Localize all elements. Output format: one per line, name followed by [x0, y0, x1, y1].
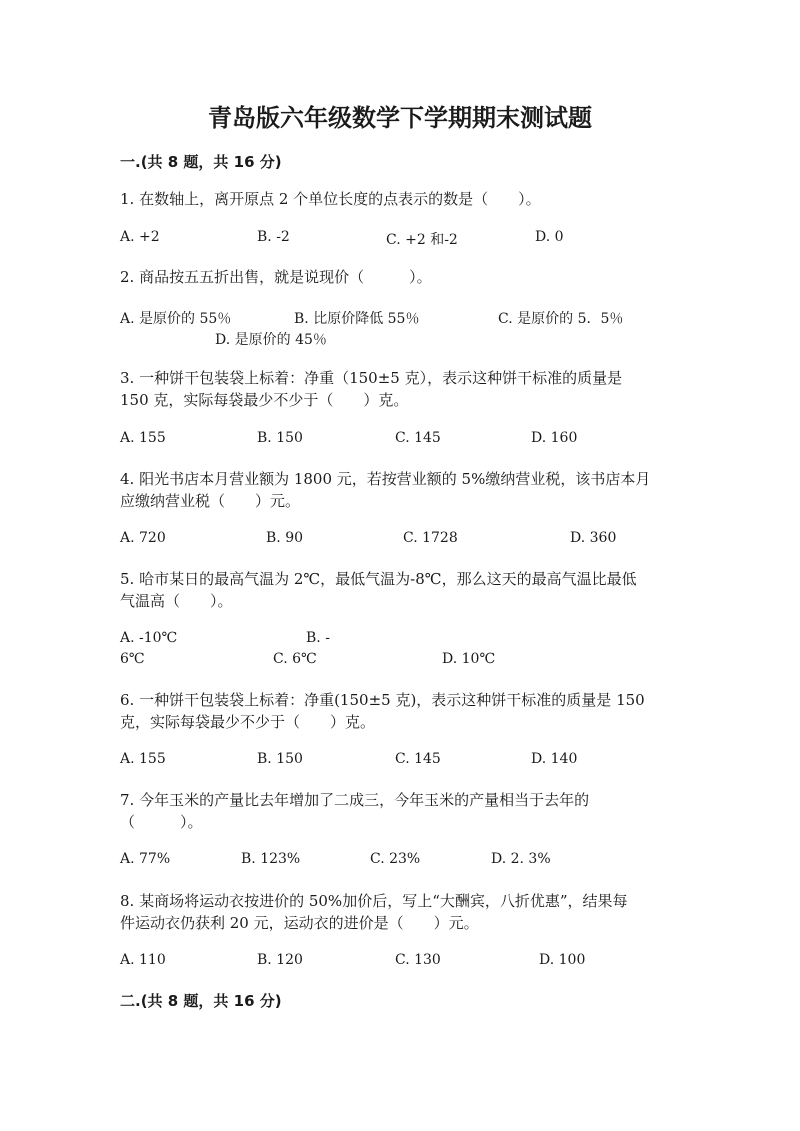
- option-d: D. 是原价的 45％: [215, 332, 327, 348]
- option-b-continued: 6℃: [120, 651, 145, 667]
- option-c: C. 23%: [370, 851, 421, 867]
- option-b: B. -: [306, 630, 330, 646]
- option-b: B. 90: [266, 530, 304, 546]
- option-a: A. 110: [120, 952, 166, 968]
- question-6: [120, 689, 680, 733]
- section-heading-1: 一.(共 8 题，共 16 分): [120, 153, 282, 171]
- question-text-line: 150 克，实际每袋最少不少于（ ）克。: [120, 391, 409, 409]
- option-d: D. 10℃: [442, 651, 496, 667]
- question-text-line: 1. 在数轴上，离开原点 2 个单位长度的点表示的数是（ ）。: [120, 190, 541, 208]
- option-a: A. -10℃: [120, 630, 178, 646]
- question-7: [120, 789, 680, 833]
- option-b: B. -2: [257, 229, 290, 245]
- option-d: D. 160: [531, 430, 578, 446]
- option-c: C. 6℃: [273, 651, 317, 667]
- question-text-line: 7. 今年玉米的产量比去年增加了二成三，今年玉米的产量相当于去年的: [120, 791, 590, 809]
- question-text-line: 8. 某商场将运动衣按进价的 50%加价后，写上“大酬宾，八折优惠”，结果每: [120, 892, 628, 910]
- question-text-line: 应缴纳营业税（ ）元。: [120, 492, 301, 510]
- question-text-line: 4. 阳光书店本月营业额为 1800 元，若按营业额的 5%缴纳营业税，该书店本月: [120, 470, 651, 488]
- option-c: C. 1728: [403, 530, 458, 546]
- question-4: [120, 468, 680, 512]
- option-d: D. 140: [531, 751, 578, 767]
- page-title: 青岛版六年级数学下学期期末测试题: [208, 104, 592, 132]
- option-a: A. 是原价的 55％: [120, 311, 232, 327]
- question-text-line: 2. 商品按五五折出售，就是说现价（ ）。: [120, 268, 432, 286]
- option-d: D. 100: [539, 952, 586, 968]
- option-b: B. 123%: [241, 851, 301, 867]
- option-a: A. 155: [120, 430, 166, 446]
- question-3: [120, 367, 680, 411]
- option-d: D. 360: [570, 530, 617, 546]
- option-b: B. 120: [257, 952, 303, 968]
- question-text-line: 件运动衣仍获利 20 元，运动衣的进价是（ ）元。: [120, 914, 479, 932]
- option-b: B. 比原价降低 55％: [294, 311, 420, 327]
- question-5: [120, 568, 680, 612]
- option-c: C. 130: [395, 952, 441, 968]
- option-b: B. 150: [257, 751, 303, 767]
- question-1: [120, 188, 680, 210]
- question-text-line: 气温高（ ）。: [120, 592, 233, 610]
- option-a: A. 155: [120, 751, 166, 767]
- option-c: C. +2 和-2: [386, 232, 458, 248]
- option-a: A. 77%: [120, 851, 171, 867]
- question-text-line: 5. 哈市某日的最高气温为 2℃，最低气温为-8℃，那么这天的最高气温比最低: [120, 570, 637, 588]
- option-b: B. 150: [257, 430, 303, 446]
- section-heading-2: 二.(共 8 题，共 16 分): [120, 992, 282, 1010]
- question-text-line: （ ）。: [120, 813, 203, 831]
- option-c: C. 145: [395, 751, 441, 767]
- question-text-line: 6. 一种饼干包装袋上标着：净重(150±5 克)，表示这种饼干标准的质量是 150: [120, 691, 645, 709]
- question-8: [120, 890, 680, 934]
- option-d: D. 0: [535, 229, 564, 245]
- option-d: D. 2. 3%: [491, 851, 551, 867]
- option-a: A. +2: [120, 229, 160, 245]
- option-c: C. 是原价的 5．5％: [498, 311, 624, 327]
- question-text-line: 克，实际每袋最少不少于（ ）克。: [120, 713, 376, 731]
- option-c: C. 145: [395, 430, 441, 446]
- question-text-line: 3. 一种饼干包装袋上标着：净重（150±5 克），表示这种饼干标准的质量是: [120, 369, 623, 387]
- question-2: [120, 266, 680, 288]
- option-a: A. 720: [120, 530, 166, 546]
